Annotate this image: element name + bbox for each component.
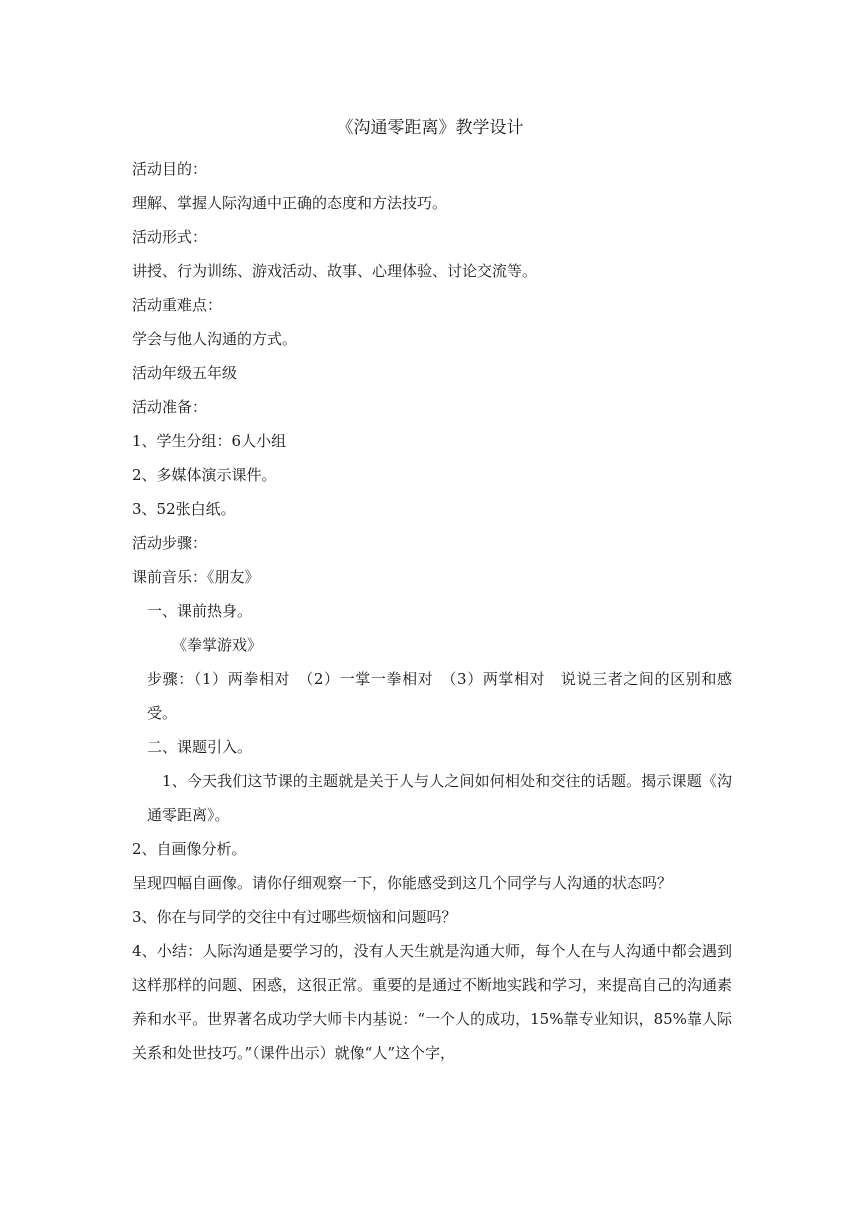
step-heading-warmup: 一、课前热身。 [147,602,253,620]
paragraph-game-steps: 步骤：（1）两拳相对 （2）一掌一拳相对 （3）两掌相对 说说三者之间的区别和感受。 [147,670,732,722]
paragraph-music: 课前音乐：《朋友》 [132,568,260,586]
game-title: 《拳掌游戏》 [172,636,263,654]
document-body [132,152,732,1070]
document-title: 《沟通零距离》教学设计 [336,118,524,138]
list-item-prep-2: 2、多媒体演示课件。 [132,466,277,484]
paragraph-format: 讲授、行为训练、游戏活动、故事、心理体验、讨论交流等。 [132,262,538,280]
list-item-prep-1: 1、学生分组：6人小组 [132,432,287,450]
paragraph-self-portrait: 呈现四幅自画像。请你仔细观察一下，你能感受到这几个同学与人沟通的状态吗？ [132,874,673,892]
step-heading-introduction: 二、课题引入。 [147,738,253,756]
paragraph-key-points: 学会与他人沟通的方式。 [132,330,298,348]
list-item-self-portrait: 2、自画像分析。 [132,840,247,858]
section-heading-key-points: 活动重难点： [132,296,223,314]
paragraph-purpose: 理解、掌握人际沟通中正确的态度和方法技巧。 [132,194,448,212]
section-heading-purpose: 活动目的： [132,160,208,178]
paragraph-topic: 1、今天我们这节课的主题就是关于人与人之间如何相处和交往的话题。揭示课题《沟通零距离》。 [147,772,732,824]
paragraph-grade: 活动年级五年级 [132,364,238,382]
section-heading-format: 活动形式： [132,228,208,246]
section-heading-preparation: 活动准备： [132,398,208,416]
list-item-troubles: 3、你在与同学的交往中有过哪些烦恼和问题吗？ [132,908,457,926]
section-heading-steps: 活动步骤： [132,534,208,552]
list-item-prep-3: 3、52张白纸。 [132,500,236,518]
paragraph-summary: 4、小结：人际沟通是要学习的，没有人天生就是沟通大师，每个人在与人沟通中都会遇到这样那样的问题、困惑，这很正常。重要的是通过不断地实践和学习，来提高自己的沟通素养和水平。世界著名成功学大师卡内基说：“一个人的成功，15%靠专业知识，85%靠人际关系和处世技巧。”（课件出示）就像“人”这个字， [132,942,733,1062]
